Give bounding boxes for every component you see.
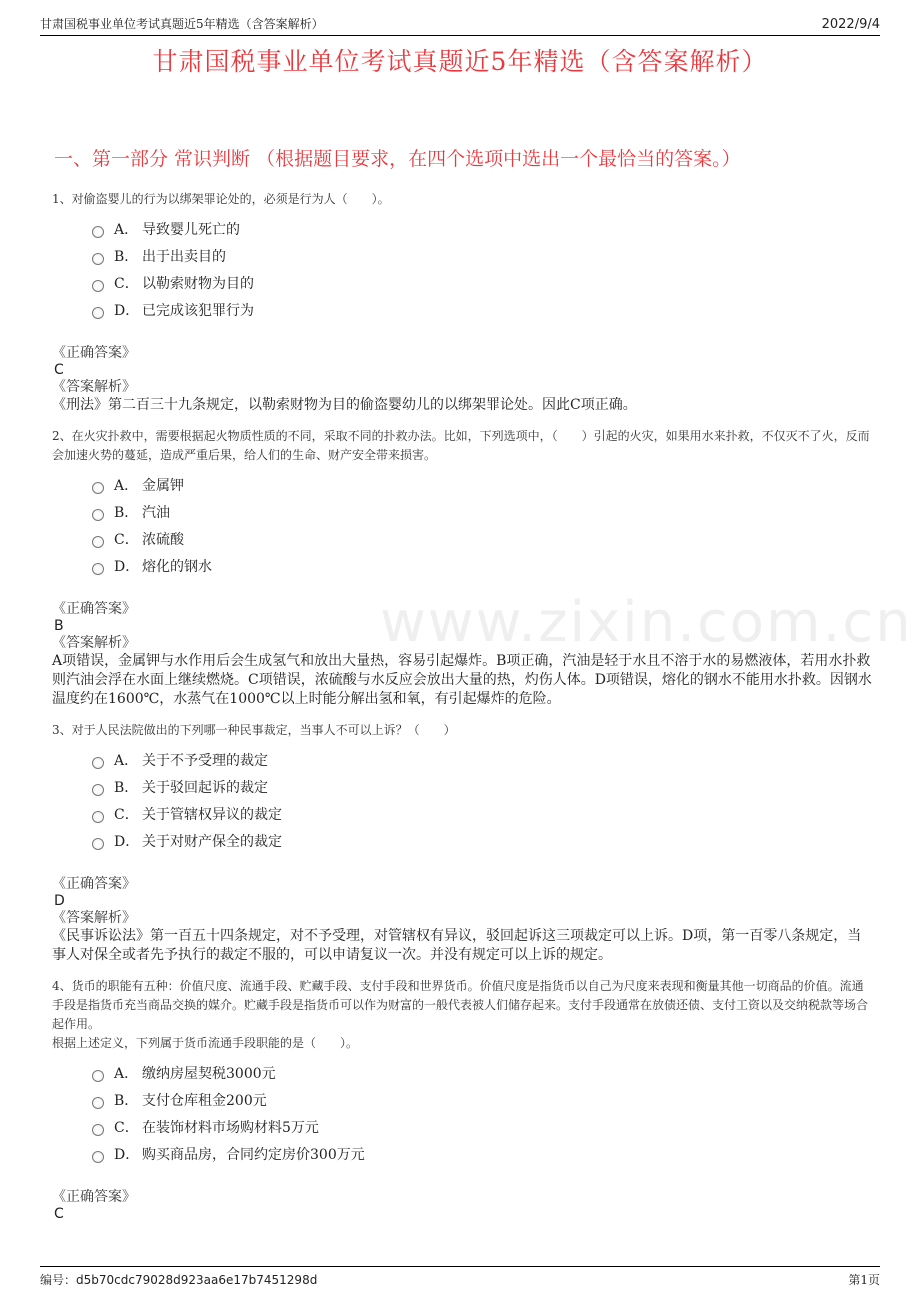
question-prompt: 根据上述定义，下列属于货币流通手段职能的是（ ）。 — [52, 1036, 359, 1050]
radio-icon[interactable] — [92, 509, 104, 521]
option-text: 支付仓库租金200元 — [142, 1092, 267, 1109]
option-text: 缴纳房屋契税3000元 — [142, 1065, 276, 1082]
option-letter: A． — [114, 1065, 139, 1082]
option-text: 已完成该犯罪行为 — [142, 302, 254, 319]
option-letter: B． — [114, 248, 139, 265]
option-letter: D． — [114, 558, 140, 575]
option-letter: A． — [114, 752, 139, 769]
option-text: 购买商品房，合同约定房价300万元 — [142, 1146, 365, 1163]
radio-icon[interactable] — [92, 563, 104, 575]
explanation-text: 《民事诉讼法》第一百五十四条规定，对不予受理，对管辖权有异议，驳回起诉这三项裁定可以上诉。D项，第一百零八条规定，当事人对保全或者先予执行的裁定不服的，可以申请复议一次。并没有规定可以上诉的规定。 — [52, 928, 862, 963]
question-3 — [52, 721, 872, 965]
document-title: 甘肃国税事业单位考试真题近5年精选（含答案解析） — [152, 47, 768, 76]
option-text: 金属钾 — [142, 477, 184, 494]
radio-icon[interactable] — [92, 1151, 104, 1163]
option-letter: B． — [114, 779, 139, 796]
option-letter: C． — [114, 531, 139, 548]
page-footer — [40, 1266, 880, 1289]
answer-value: B — [54, 618, 64, 634]
option-a[interactable] — [92, 471, 872, 498]
answer-value: D — [54, 893, 65, 909]
option-b[interactable] — [92, 773, 872, 800]
option-a[interactable] — [92, 1059, 872, 1086]
answer-label: 《正确答案》 — [52, 876, 136, 892]
answer-value: C — [54, 362, 64, 378]
radio-icon[interactable] — [92, 811, 104, 823]
answer-label: 《正确答案》 — [52, 1189, 136, 1205]
option-text: 浓硫酸 — [142, 531, 184, 548]
question-4 — [52, 977, 872, 1223]
explanation-text: 《刑法》第二百三十九条规定，以勒索财物为目的偷盗婴幼儿的以绑架罪论处。因此C项正确。 — [52, 397, 637, 413]
option-d[interactable] — [92, 827, 872, 854]
option-letter: D． — [114, 1146, 140, 1163]
radio-icon[interactable] — [92, 838, 104, 850]
question-text: 1、对偷盗婴儿的行为以绑架罪论处的，必须是行为人（ ）。 — [52, 192, 390, 206]
answer-label: 《正确答案》 — [52, 345, 136, 361]
option-b[interactable] — [92, 498, 872, 525]
radio-icon[interactable] — [92, 482, 104, 494]
option-list — [92, 1059, 872, 1167]
option-letter: C． — [114, 1119, 139, 1136]
option-letter: C． — [114, 275, 139, 292]
option-text: 熔化的钢水 — [142, 558, 212, 575]
radio-icon[interactable] — [92, 784, 104, 796]
explanation-label: 《答案解析》 — [52, 635, 136, 651]
question-text: 2、在火灾扑救中，需要根据起火物质性质的不同，采取不同的扑救办法。比如，下列选项中，（ ）引起的火灾，如果用水来扑救，不仅灭不了火，反而会加速火势的蔓延，造成严重后果，给人们的生命、财产安全带来损害。 — [52, 429, 870, 462]
footer-page-number: 第1页 — [848, 1272, 880, 1287]
radio-icon[interactable] — [92, 280, 104, 292]
option-a[interactable] — [92, 746, 872, 773]
option-d[interactable] — [92, 552, 872, 579]
option-d[interactable] — [92, 296, 872, 323]
answer-value: C — [54, 1206, 64, 1222]
option-d[interactable] — [92, 1140, 872, 1167]
radio-icon[interactable] — [92, 757, 104, 769]
option-text: 出于出卖目的 — [142, 248, 226, 265]
option-c[interactable] — [92, 800, 872, 827]
footer-code: 编号：d5b70cdc79028d923aa6e17b7451298d — [40, 1272, 318, 1287]
watermark: www.zixin.com.cn — [380, 590, 913, 655]
answer-block — [52, 345, 872, 415]
option-letter: D． — [114, 833, 140, 850]
explanation-label: 《答案解析》 — [52, 910, 136, 926]
question-2 — [52, 427, 872, 709]
answer-label: 《正确答案》 — [52, 601, 136, 617]
question-1 — [52, 190, 872, 415]
option-text: 关于管辖权异议的裁定 — [142, 806, 282, 823]
option-text: 关于对财产保全的裁定 — [142, 833, 282, 850]
option-list — [92, 471, 872, 579]
radio-icon[interactable] — [92, 1070, 104, 1082]
radio-icon[interactable] — [92, 226, 104, 238]
explanation-text: A项错误，金属钾与水作用后会生成氢气和放出大量热，容易引起爆炸。B项正确，汽油是轻于水且不溶于水的易燃液体，若用水扑救则汽油会浮在水面上继续燃烧。C项错误，浓硫酸与水反应会放出大量的热，灼伤人体。D项错误，熔化的钢水不能用水扑救。因钢水温度约在1600℃，水蒸气在1000℃以上时能分解出氢和氧，有引起爆炸的危险。 — [52, 653, 872, 707]
option-text: 关于驳回起诉的裁定 — [142, 779, 268, 796]
option-text: 以勒索财物为目的 — [142, 275, 254, 292]
option-b[interactable] — [92, 242, 872, 269]
option-letter: D． — [114, 302, 140, 319]
option-text: 关于不予受理的裁定 — [142, 752, 268, 769]
radio-icon[interactable] — [92, 1097, 104, 1109]
option-letter: A． — [114, 221, 139, 238]
page-header — [40, 12, 880, 36]
radio-icon[interactable] — [92, 1124, 104, 1136]
radio-icon[interactable] — [92, 536, 104, 548]
radio-icon[interactable] — [92, 307, 104, 319]
option-letter: C． — [114, 806, 139, 823]
option-c[interactable] — [92, 1113, 872, 1140]
question-list — [52, 190, 872, 1223]
option-c[interactable] — [92, 269, 872, 296]
answer-block — [52, 1189, 872, 1223]
section-heading: 一、第一部分 常识判断 （根据题目要求，在四个选项中选出一个最恰当的答案。） — [54, 148, 741, 170]
question-text: 3、对于人民法院做出的下列哪一种民事裁定，当事人不可以上诉？（ ） — [52, 723, 456, 737]
option-text: 导致婴儿死亡的 — [142, 221, 240, 238]
option-b[interactable] — [92, 1086, 872, 1113]
option-letter: B． — [114, 1092, 139, 1109]
header-doc-title: 甘肃国税事业单位考试真题近5年精选（含答案解析） — [40, 17, 324, 31]
explanation-label: 《答案解析》 — [52, 379, 136, 395]
question-text: 4、货币的职能有五种：价值尺度、流通手段、贮藏手段、支付手段和世界货币。价值尺度是指货币以自己为尺度来表现和衡量其他一切商品的价值。流通手段是指货币充当商品交换的媒介。贮藏手段是指货币可以作为财富的一般代表被人们储存起来。支付手段通常在放债还债、支付工资以及交纳税款等场合起作用。 — [52, 979, 869, 1031]
option-a[interactable] — [92, 215, 872, 242]
radio-icon[interactable] — [92, 253, 104, 265]
option-text: 汽油 — [142, 504, 170, 521]
option-letter: A． — [114, 477, 139, 494]
answer-block — [52, 876, 872, 965]
option-c[interactable] — [92, 525, 872, 552]
answer-block — [52, 601, 872, 709]
option-list — [92, 215, 872, 323]
option-list — [92, 746, 872, 854]
option-text: 在装饰材料市场购材料5万元 — [142, 1119, 319, 1136]
header-date: 2022/9/4 — [821, 17, 880, 32]
option-letter: B． — [114, 504, 139, 521]
